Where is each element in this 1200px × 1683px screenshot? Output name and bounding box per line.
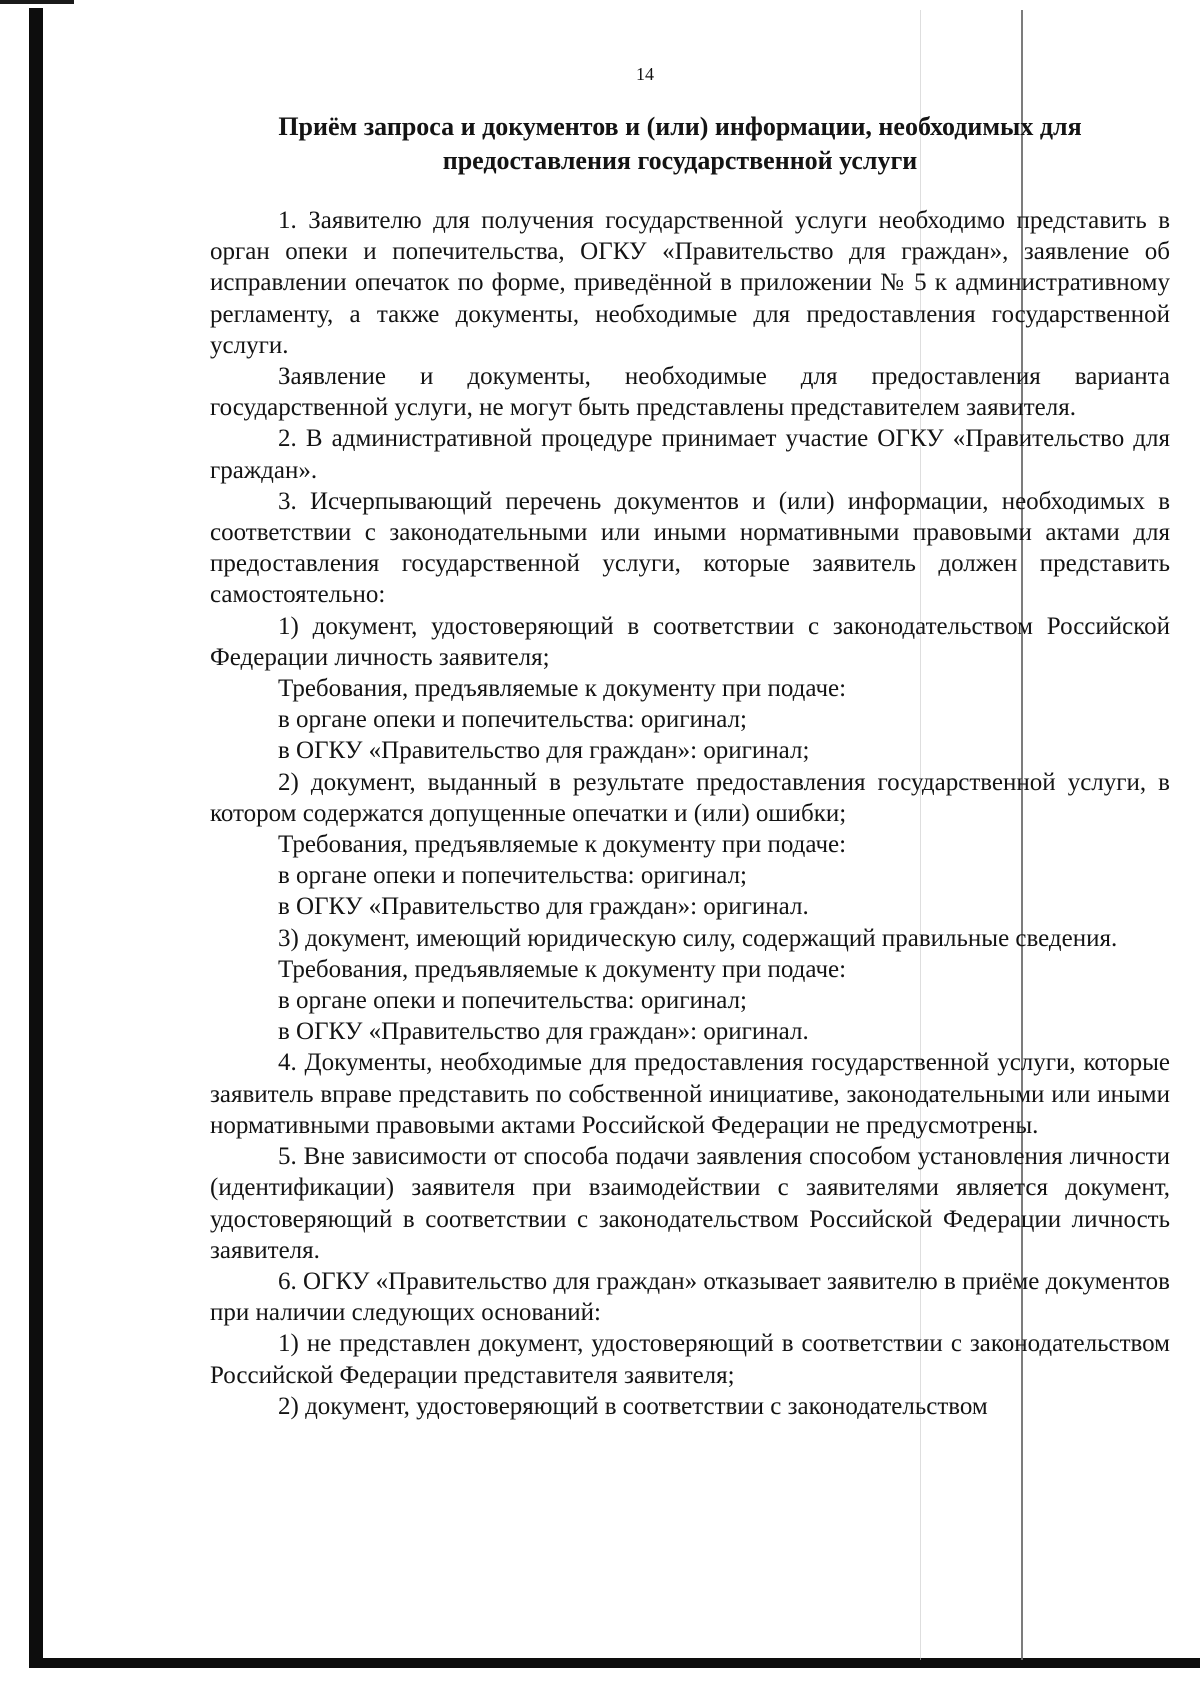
paragraph-14: Требования, предъявляемые к документу при подаче:: [278, 955, 847, 983]
paragraph-19: 6. ОГКУ «Правительство для граждан» отказывает заявителю в приёме документов при наличии следующих оснований:: [210, 1267, 1170, 1327]
page-number: 14: [636, 64, 654, 84]
scan-edge-left: [29, 8, 43, 1666]
paragraph-20: 1) не представлен документ, удостоверяющий в соответствии с законодательством Российской Федерации представителя заявителя;: [210, 1330, 1170, 1389]
paragraph-2: Заявление и документы, необходимые для предоставления варианта государственной услуги, не могут быть представлены представителем заявителя.: [210, 363, 1170, 422]
paragraph-11: в органе опеки и попечительства: оригинал;: [278, 862, 748, 890]
paragraph-15: в органе опеки и попечительства: оригинал;: [278, 987, 748, 1015]
paragraph-6: Требования, предъявляемые к документу при подаче:: [278, 675, 847, 703]
paragraph-4: 3. Исчерпывающий перечень документов и (или) информации, необходимых в соответствии с законодательными или иными нормативными правовыми актами для предоставления государственной услуги, которые заявитель должен представить самостоятельно:: [210, 487, 1170, 609]
paragraph-17: 4. Документы, необходимые для предоставления государственной услуги, которые заявитель вправе представить по собственной инициативе, законодательными или иными нормативными правовыми актами Российской Федерации не предусмотрены.: [210, 1049, 1170, 1139]
paragraph-3: 2. В административной процедуре принимает участие ОГКУ «Правительство для граждан».: [210, 425, 1170, 484]
paragraph-12: в ОГКУ «Правительство для граждан»: оригинал.: [278, 893, 809, 921]
document-body: [210, 205, 1170, 1422]
paragraph-5: 1) документ, удостоверяющий в соответствии с законодательством Российской Федерации личность заявителя;: [210, 612, 1170, 671]
paragraph-16: в ОГКУ «Правительство для граждан»: оригинал.: [278, 1018, 809, 1046]
paragraph-10: Требования, предъявляемые к документу при подаче:: [278, 831, 847, 859]
paragraph-8: в ОГКУ «Правительство для граждан»: оригинал;: [278, 737, 810, 765]
section-title-line-1: Приём запроса и документов и (или) информации, необходимых для: [278, 112, 1082, 141]
paragraph-1: 1. Заявителю для получения государственной услуги необходимо представить в орган опеки и попечительства, ОГКУ «Правительство для граждан», заявление об исправлении опечаток по форме, приведённой в приложении № 5 к административному регламенту, а также документы, необходимые для предоставления государственной услуги.: [210, 207, 1170, 359]
paragraph-13: 3) документ, имеющий юридическую силу, содержащий правильные сведения.: [278, 924, 1118, 952]
paragraph-21: 2) документ, удостоверяющий в соответствии с законодательством: [278, 1392, 988, 1420]
section-title: [230, 110, 1130, 178]
paragraph-9: 2) документ, выданный в результате предоставления государственной услуги, в котором содержатся допущенные опечатки и (или) ошибки;: [210, 768, 1170, 827]
paragraph-7: в органе опеки и попечительства: оригинал;: [278, 706, 748, 734]
scan-edge-top: [0, 0, 74, 4]
scan-edge-bottom: [29, 1658, 1200, 1668]
paragraph-18: 5. Вне зависимости от способа подачи заявления способом установления личности (идентификации) заявителя при взаимодействии с заявителями является документ, удостоверяющий в соответствии с законодательством Российской Федерации личность заявителя.: [210, 1143, 1170, 1264]
section-title-line-2: предоставления государственной услуги: [442, 146, 918, 175]
